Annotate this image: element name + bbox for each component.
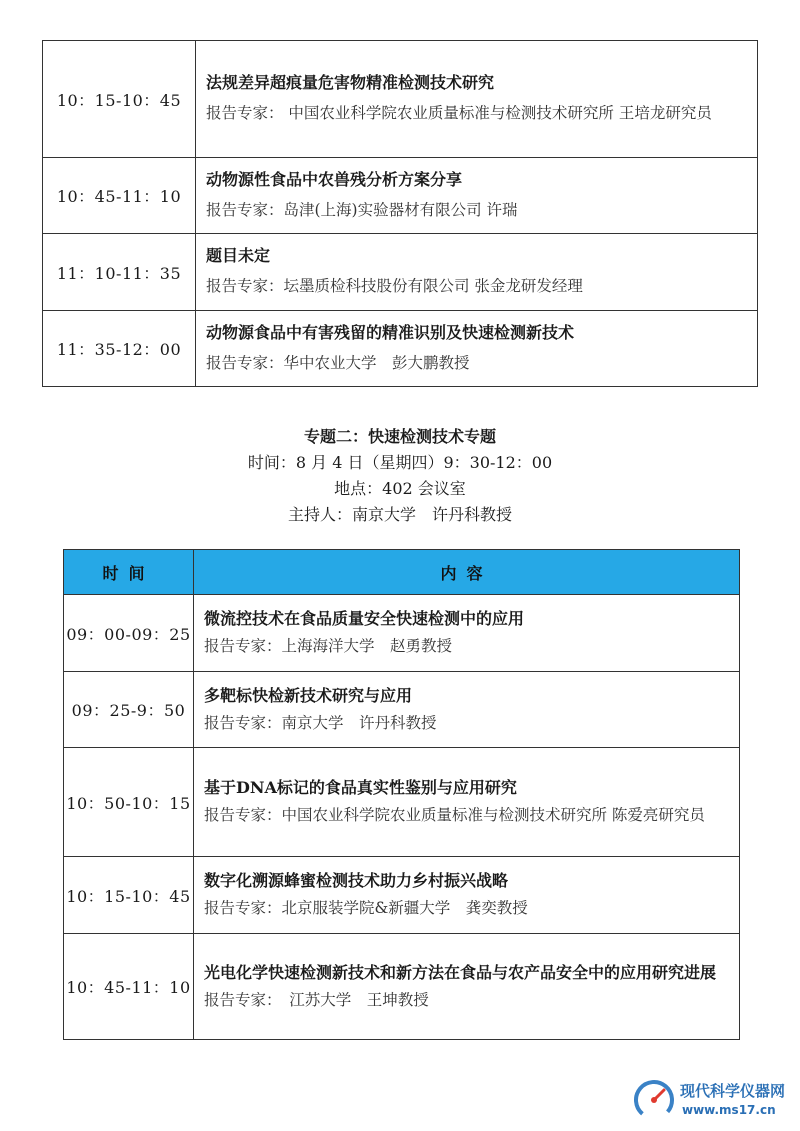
table-header-row: [64, 550, 740, 595]
talk-speaker: 报告专家：坛墨质检科技股份有限公司 张金龙研发经理: [206, 277, 583, 295]
talk-speaker: 报告专家：中国农业科学院农业质量标准与检测技术研究所 陈爱亮研究员: [204, 806, 705, 824]
table-row: [64, 857, 740, 934]
talk-title: 动物源食品中有害残留的精准识别及快速检测新技术: [206, 322, 575, 342]
watermark-title: 现代科学仪器网: [680, 1082, 786, 1100]
gauge-logo-icon: [630, 1076, 678, 1124]
talk-title: 动物源性食品中农兽残分析方案分享: [206, 169, 463, 189]
table-row: [43, 234, 758, 311]
content-cell: [194, 934, 740, 1040]
time-cell: 10：15-10：45: [43, 41, 196, 158]
header-content: 内容: [194, 550, 740, 595]
talk-speaker: 报告专家：岛津(上海)实验器材有限公司 许瑞: [206, 200, 518, 219]
talk-speaker: 报告专家：上海海洋大学 赵勇教授: [204, 637, 453, 655]
table-row: [64, 672, 740, 748]
time-cell: 11：10-11：35: [43, 234, 196, 311]
table-row: [43, 311, 758, 387]
content-cell: [196, 41, 758, 158]
time-cell: 09：25-9：50: [64, 672, 194, 748]
session-place: 地点：402 会议室: [334, 479, 466, 498]
talk-speaker: 报告专家：北京服装学院&新疆大学 龚奕教授: [204, 899, 528, 917]
content-cell: [194, 857, 740, 934]
talk-speaker: 报告专家： 中国农业科学院农业质量标准与检测技术研究所 王培龙研究员: [206, 104, 712, 122]
talk-speaker: 报告专家：南京大学 许丹科教授: [204, 713, 437, 732]
session-header: [0, 424, 800, 528]
table-row: [64, 934, 740, 1040]
watermark-url: www.ms17.cn: [682, 1103, 776, 1117]
talk-title: 基于DNA标记的食品真实性鉴别与应用研究: [204, 778, 517, 797]
session-host: 主持人：南京大学 许丹科教授: [287, 505, 512, 524]
time-cell: 10：15-10：45: [64, 857, 194, 934]
talk-title: 数字化溯源蜂蜜检测技术助力乡村振兴战略: [204, 871, 509, 890]
content-cell: [194, 748, 740, 857]
table-row: [43, 41, 758, 158]
session-title: 专题二：快速检测技术专题: [303, 427, 496, 446]
talk-speaker: 报告专家： 江苏大学 王坤教授: [204, 990, 429, 1009]
time-cell: 10：50-10：15: [64, 748, 194, 857]
content-cell: [196, 311, 758, 387]
content-cell: [196, 234, 758, 311]
talk-speaker: 报告专家：华中农业大学 彭大鹏教授: [206, 353, 470, 372]
talk-title: 光电化学快速检测新技术和新方法在食品与农产品安全中的应用研究进展: [204, 962, 717, 982]
content-cell: [196, 158, 758, 234]
schedule-table-2: [63, 549, 740, 1040]
header-time: 时间: [64, 550, 194, 595]
talk-title: 多靶标快检新技术研究与应用: [204, 685, 413, 705]
time-cell: 10：45-11：10: [64, 934, 194, 1040]
time-cell: 11：35-12：00: [43, 311, 196, 387]
schedule-table-1: [42, 40, 758, 387]
time-cell: 09：00-09：25: [64, 595, 194, 672]
table-row: [64, 748, 740, 857]
content-cell: [194, 672, 740, 748]
table-row: [64, 595, 740, 672]
watermark: [622, 1072, 800, 1128]
content-cell: [194, 595, 740, 672]
talk-title: 微流控技术在食品质量安全快速检测中的应用: [204, 609, 525, 628]
session-time: 时间：8 月 4 日（星期四）9：30-12：00: [247, 453, 553, 472]
table-row: [43, 158, 758, 234]
time-cell: 10：45-11：10: [43, 158, 196, 234]
talk-title: 题目未定: [206, 246, 271, 265]
talk-title: 法规差异超痕量危害物精准检测技术研究: [206, 73, 495, 92]
